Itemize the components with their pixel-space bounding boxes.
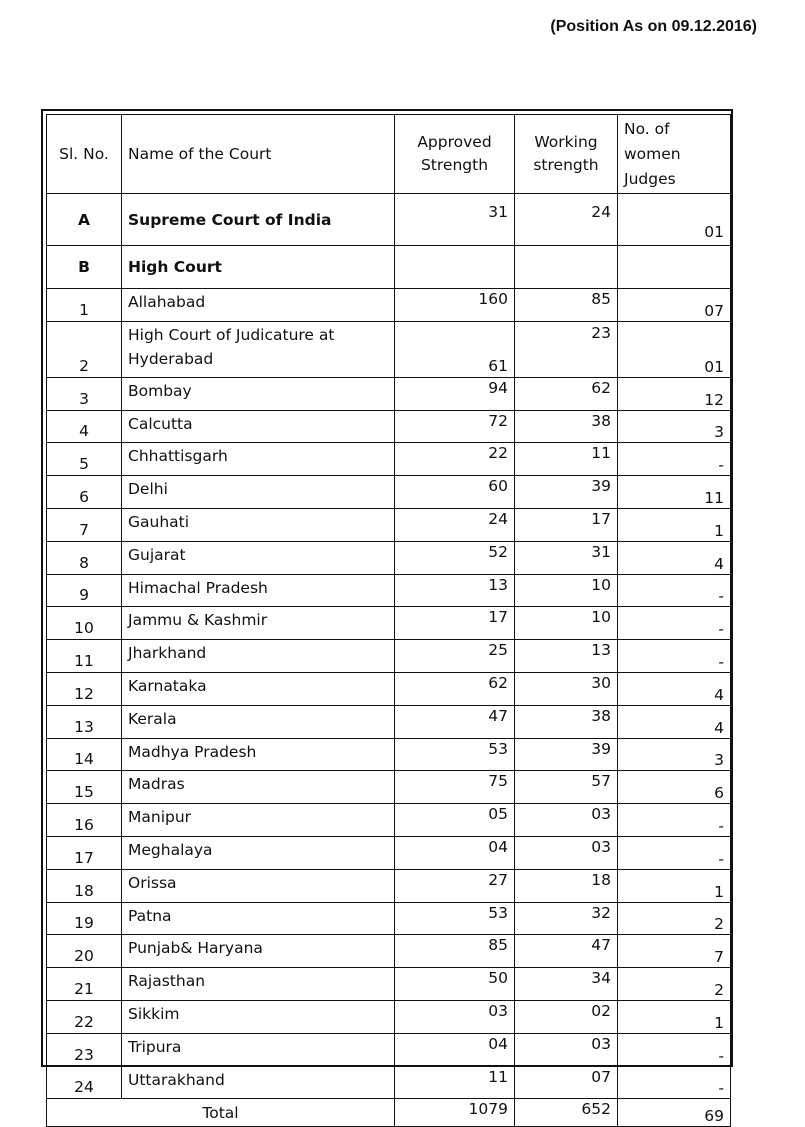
row-women: 01	[618, 321, 731, 377]
row-court-name: Madras	[122, 771, 395, 804]
row-court-name: Uttarakhand	[122, 1066, 395, 1099]
header-approved-line2: Strength	[420, 156, 489, 174]
row-working: 47	[515, 935, 618, 968]
row-approved: 53	[395, 902, 515, 935]
row-working: 32	[515, 902, 618, 935]
row-sl-no: 10	[47, 607, 122, 640]
table-row	[47, 738, 731, 771]
row-sl-no: 7	[47, 508, 122, 541]
row-working: 10	[515, 607, 618, 640]
row-court-name: Allahabad	[122, 289, 395, 322]
row-sl-no: 22	[47, 1000, 122, 1033]
row-approved: 72	[395, 410, 515, 443]
header-sl-no: Sl. No.	[47, 115, 122, 194]
row-working: 07	[515, 1066, 618, 1099]
high-court-section-id: B	[47, 246, 122, 289]
total-row	[47, 1099, 731, 1127]
row-women: -	[618, 1033, 731, 1066]
row-working: 57	[515, 771, 618, 804]
row-working: 38	[515, 705, 618, 738]
row-sl-no: 9	[47, 574, 122, 607]
row-court-name: Manipur	[122, 804, 395, 837]
supreme-court-name: Supreme Court of India	[122, 194, 395, 246]
row-court-name: Chhattisgarh	[122, 443, 395, 476]
row-sl-no: 1	[47, 289, 122, 322]
row-court-name: Meghalaya	[122, 836, 395, 869]
table-row	[47, 289, 731, 322]
row-court-name: Tripura	[122, 1033, 395, 1066]
row-sl-no: 15	[47, 771, 122, 804]
judges-strength-table	[46, 114, 731, 1127]
total-label: Total	[47, 1099, 395, 1127]
header-women-line3: Judges	[624, 170, 676, 188]
table-row	[47, 541, 731, 574]
supreme-court-id: A	[47, 194, 122, 246]
row-working: 10	[515, 574, 618, 607]
row-women: 7	[618, 935, 731, 968]
row-working: 03	[515, 1033, 618, 1066]
total-approved: 1079	[395, 1099, 515, 1127]
supreme-court-row	[47, 194, 731, 246]
row-sl-no: 3	[47, 377, 122, 410]
position-date-note: (Position As on 09.12.2016)	[550, 18, 757, 35]
row-women: 1	[618, 1000, 731, 1033]
row-sl-no: 5	[47, 443, 122, 476]
row-women: 4	[618, 672, 731, 705]
table-row	[47, 476, 731, 509]
header-working-line1: Working	[534, 133, 598, 151]
row-court-name: Gauhati	[122, 508, 395, 541]
row-women: -	[618, 574, 731, 607]
high-court-section-women	[618, 246, 731, 289]
row-approved: 94	[395, 377, 515, 410]
row-sl-no: 17	[47, 836, 122, 869]
row-sl-no: 6	[47, 476, 122, 509]
row-women: 3	[618, 410, 731, 443]
row-court-name: Orissa	[122, 869, 395, 902]
table-row	[47, 574, 731, 607]
row-working: 02	[515, 1000, 618, 1033]
row-approved: 04	[395, 1033, 515, 1066]
row-sl-no: 21	[47, 968, 122, 1001]
row-sl-no: 13	[47, 705, 122, 738]
row-court-name: Sikkim	[122, 1000, 395, 1033]
header-working-strength	[515, 115, 618, 194]
row-working: 03	[515, 804, 618, 837]
supreme-court-working: 24	[515, 194, 618, 246]
row-court-name: Delhi	[122, 476, 395, 509]
row-sl-no: 23	[47, 1033, 122, 1066]
row-sl-no: 8	[47, 541, 122, 574]
row-sl-no: 11	[47, 640, 122, 673]
table-header-row	[47, 115, 731, 194]
row-women: -	[618, 804, 731, 837]
row-court-name: Bombay	[122, 377, 395, 410]
row-sl-no: 2	[47, 321, 122, 377]
table-row	[47, 804, 731, 837]
row-approved: 60	[395, 476, 515, 509]
table-row	[47, 902, 731, 935]
row-approved: 04	[395, 836, 515, 869]
row-working: 11	[515, 443, 618, 476]
row-women: -	[618, 640, 731, 673]
table-row	[47, 410, 731, 443]
table-row	[47, 377, 731, 410]
row-court-name: Jammu & Kashmir	[122, 607, 395, 640]
table-row	[47, 321, 731, 377]
table-row	[47, 607, 731, 640]
high-court-section-working	[515, 246, 618, 289]
row-working: 39	[515, 738, 618, 771]
row-court-name: Gujarat	[122, 541, 395, 574]
table-row	[47, 771, 731, 804]
row-approved: 75	[395, 771, 515, 804]
row-approved: 52	[395, 541, 515, 574]
row-working: 38	[515, 410, 618, 443]
table-row	[47, 508, 731, 541]
row-sl-no: 12	[47, 672, 122, 705]
row-women: 6	[618, 771, 731, 804]
table-row	[47, 869, 731, 902]
header-court-name: Name of the Court	[122, 115, 395, 194]
row-sl-no: 16	[47, 804, 122, 837]
row-approved: 62	[395, 672, 515, 705]
row-women: 4	[618, 705, 731, 738]
table-row	[47, 672, 731, 705]
row-women: 1	[618, 508, 731, 541]
total-women: 69	[618, 1099, 731, 1127]
row-sl-no: 14	[47, 738, 122, 771]
row-court-name: Kerala	[122, 705, 395, 738]
row-approved: 160	[395, 289, 515, 322]
row-women: 1	[618, 869, 731, 902]
table-row	[47, 443, 731, 476]
row-working: 85	[515, 289, 618, 322]
row-working: 34	[515, 968, 618, 1001]
table-row	[47, 705, 731, 738]
table-row	[47, 836, 731, 869]
high-court-section-approved	[395, 246, 515, 289]
row-working: 62	[515, 377, 618, 410]
supreme-court-approved: 31	[395, 194, 515, 246]
row-women: -	[618, 1066, 731, 1099]
header-approved-line1: Approved	[417, 133, 492, 151]
row-court-name: Himachal Pradesh	[122, 574, 395, 607]
row-approved: 27	[395, 869, 515, 902]
row-women: 12	[618, 377, 731, 410]
table-row	[47, 1066, 731, 1099]
header-women-judges	[618, 115, 731, 194]
row-working: 31	[515, 541, 618, 574]
row-women: -	[618, 443, 731, 476]
row-court-name: Calcutta	[122, 410, 395, 443]
row-women: -	[618, 607, 731, 640]
supreme-court-women: 01	[618, 194, 731, 246]
row-court-name: Rajasthan	[122, 968, 395, 1001]
table-row	[47, 640, 731, 673]
row-sl-no: 20	[47, 935, 122, 968]
table-row	[47, 968, 731, 1001]
row-working: 03	[515, 836, 618, 869]
row-sl-no: 19	[47, 902, 122, 935]
row-women: -	[618, 836, 731, 869]
row-sl-no: 18	[47, 869, 122, 902]
row-approved: 61	[395, 321, 515, 377]
row-court-name: Patna	[122, 902, 395, 935]
row-approved: 24	[395, 508, 515, 541]
header-approved-strength	[395, 115, 515, 194]
header-working-line2: strength	[533, 156, 599, 174]
row-approved: 11	[395, 1066, 515, 1099]
row-women: 11	[618, 476, 731, 509]
row-working: 17	[515, 508, 618, 541]
row-approved: 85	[395, 935, 515, 968]
row-approved: 17	[395, 607, 515, 640]
row-sl-no: 24	[47, 1066, 122, 1099]
header-women-line2: women	[624, 145, 681, 163]
row-approved: 25	[395, 640, 515, 673]
row-working: 18	[515, 869, 618, 902]
row-court-name: Jharkhand	[122, 640, 395, 673]
row-court-name: Madhya Pradesh	[122, 738, 395, 771]
high-court-section-name: High Court	[122, 246, 395, 289]
table-row	[47, 1000, 731, 1033]
row-women: 07	[618, 289, 731, 322]
row-women: 4	[618, 541, 731, 574]
row-women: 2	[618, 968, 731, 1001]
row-working: 39	[515, 476, 618, 509]
table-row	[47, 1033, 731, 1066]
judges-strength-table-frame	[41, 109, 733, 1126]
row-women: 2	[618, 902, 731, 935]
row-approved: 05	[395, 804, 515, 837]
row-working: 13	[515, 640, 618, 673]
high-court-section-row	[47, 246, 731, 289]
header-women-line1: No. of	[624, 120, 670, 138]
row-court-name: Karnataka	[122, 672, 395, 705]
row-approved: 47	[395, 705, 515, 738]
row-sl-no: 4	[47, 410, 122, 443]
row-approved: 13	[395, 574, 515, 607]
row-approved: 50	[395, 968, 515, 1001]
row-court-name: Punjab& Haryana	[122, 935, 395, 968]
row-court-name: High Court of Judicature at Hyderabad	[122, 321, 395, 377]
row-working: 23	[515, 321, 618, 377]
table-row	[47, 935, 731, 968]
row-women: 3	[618, 738, 731, 771]
row-working: 30	[515, 672, 618, 705]
row-approved: 03	[395, 1000, 515, 1033]
row-approved: 22	[395, 443, 515, 476]
row-approved: 53	[395, 738, 515, 771]
total-working: 652	[515, 1099, 618, 1127]
